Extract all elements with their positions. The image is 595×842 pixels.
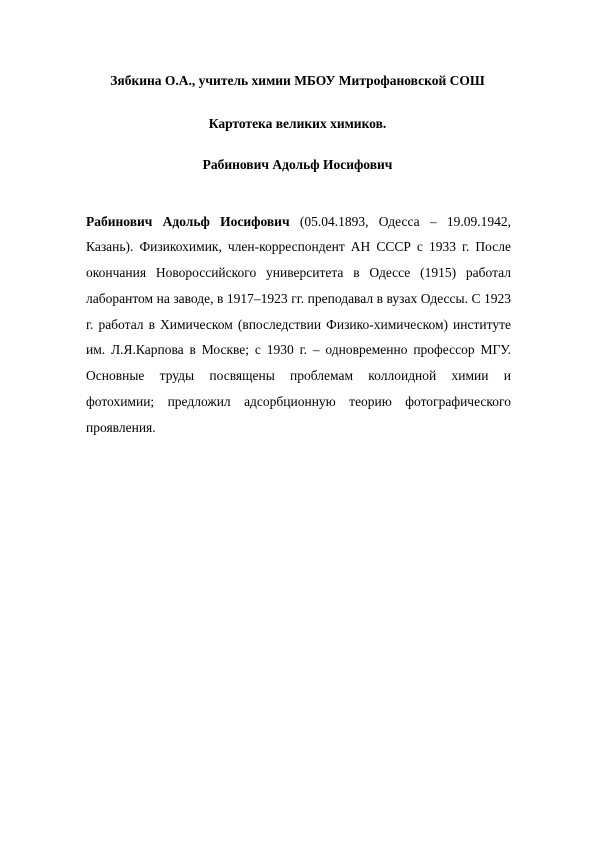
biography-paragraph xyxy=(86,209,511,441)
document-title: Картотека великих химиков. xyxy=(208,116,387,131)
author-line: Зябкина О.А., учитель химии МБОУ Митрофановской СОШ xyxy=(110,73,485,88)
biography-lead-name: Рабинович Адольф Иосифович xyxy=(86,213,290,229)
biography-text: (05.04.1893, Одесса – 19.09.1942, Казань). Физикохимик, член-корреспондент АН СССР с 1933 г. После окончания Новороссийского университета в Одессе (1915) работал лаборантом на заводе, в 1917–1923 гг. преподавал в вузах Одессы. С 1923 г. работал в Химическом (впоследствии Физико-химическом) институте им. Л.Я.Карпова в Москве; с 1930 г. – одновременно профессор МГУ. Основные труды посвящены проблемам коллоидной химии и фотохимии; предложил адсорбционную теорию фотографического проявления. xyxy=(86,213,512,435)
person-name-heading: Рабинович Адольф Иосифович xyxy=(202,157,393,172)
